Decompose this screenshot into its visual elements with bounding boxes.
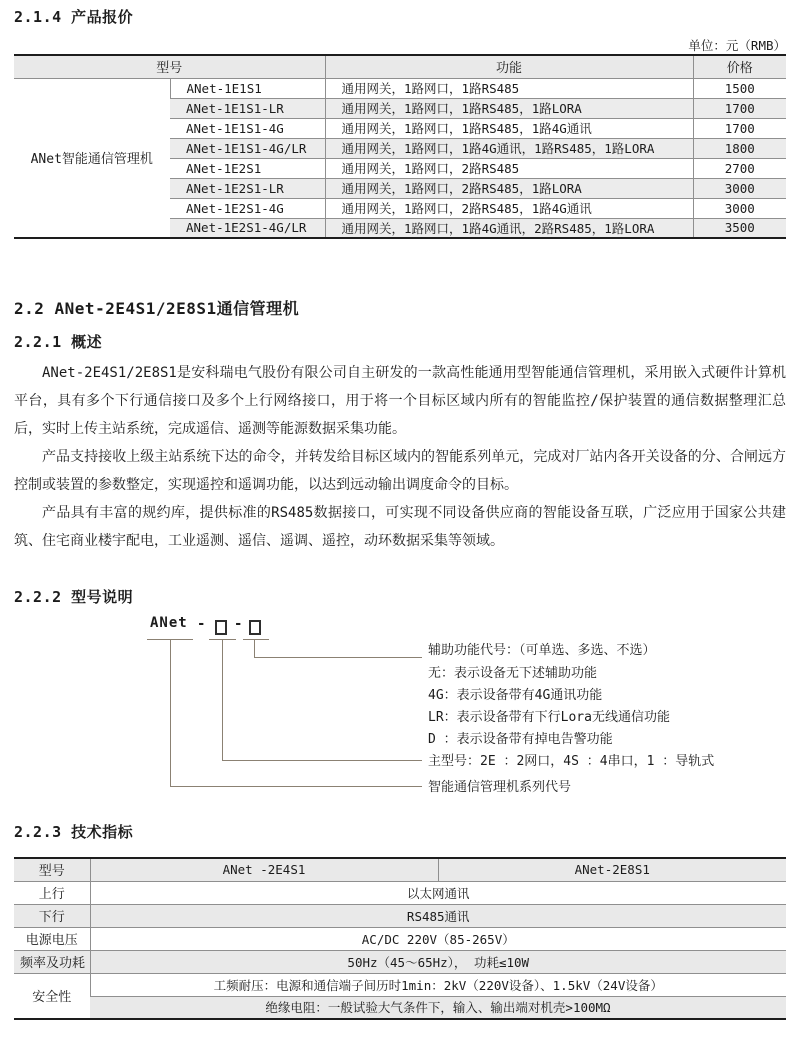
diagram-series-label: 智能通信管理机系列代号 [428, 780, 572, 795]
spec-row-model [14, 858, 786, 881]
spec-table [14, 857, 786, 1020]
spec-value: 绝缘电阻：一般试验大气条件下，输入、输出端对机壳>100MΩ [90, 996, 786, 1019]
diagram-aux-item: 无：表示设备无下述辅助功能 [428, 666, 598, 681]
price-cell: 1700 [693, 98, 786, 118]
model-cell: ANet-1E2S1-LR [170, 178, 325, 198]
spec-model-b: ANet-2E8S1 [438, 858, 786, 881]
model-cell: ANet-1E1S1 [170, 78, 325, 98]
function-cell: 通用网关，1路网口，2路RS485，1路LORA [325, 178, 693, 198]
model-cell: ANet-1E2S1 [170, 158, 325, 178]
price-cell: 1700 [693, 118, 786, 138]
section-heading-221: 2.2.1 概述 [14, 333, 103, 351]
function-cell: 通用网关，1路网口，2路RS485，1路4G通讯 [325, 198, 693, 218]
spec-row-safety [14, 996, 786, 1019]
spec-model-a: ANet -2E4S1 [90, 858, 438, 881]
spec-row [14, 904, 786, 927]
section-heading-222: 2.2.2 型号说明 [14, 588, 134, 606]
diagram-aux-item: 4G：表示设备带有4G通讯功能 [428, 688, 603, 703]
diagram-aux-title: 辅助功能代号：（可单选、多选、不选） [428, 643, 656, 658]
function-cell: 通用网关，1路网口，1路RS485，1路4G通讯 [325, 118, 693, 138]
overview-paragraph: 产品支持接收上级主站系统下达的命令，并转发给目标区域内的智能系列单元，完成对厂站内各开关设备的分、合闸远方控制或装置的参数整定，实现遥控和遥调功能，以达到远动输出调度命令的目标。 [14, 449, 786, 493]
overview-text [14, 359, 786, 555]
diagram-aux-item: LR：表示设备带有下行Lora无线通信功能 [428, 710, 670, 725]
diagram-connector-line [170, 786, 422, 787]
model-cell: ANet-1E2S1-4G [170, 198, 325, 218]
price-table-header-row [14, 55, 786, 78]
spec-label: 频率及功耗 [14, 950, 90, 973]
model-cell: ANet-1E2S1-4G/LR [170, 218, 325, 238]
spec-row [14, 950, 786, 973]
function-cell: 通用网关，1路网口，1路RS485，1路LORA [325, 98, 693, 118]
product-group-label: ANet智能通信管理机 [14, 78, 170, 238]
spec-label: 安全性 [14, 973, 90, 1019]
spec-value: RS485通讯 [90, 904, 786, 927]
diagram-dash: - [197, 616, 206, 632]
section-heading-223: 2.2.3 技术指标 [14, 823, 134, 841]
price-cell: 3000 [693, 178, 786, 198]
diagram-series-prefix: ANet [150, 615, 188, 631]
spec-row [14, 927, 786, 950]
diagram-connector-line [170, 640, 171, 786]
overview-paragraph: 产品具有丰富的规约库，提供标准的RS485数据接口，可实现不同设备供应商的智能设备互联，广泛应用于国家公共建筑、住宅商业楼宇配电，工业遥测、遥信、遥调、遥控，动环数据采集等领域。 [14, 505, 786, 549]
diagram-placeholder-box [215, 620, 227, 635]
column-header-price: 价格 [693, 55, 786, 78]
price-cell: 1800 [693, 138, 786, 158]
model-cell: ANet-1E1S1-4G/LR [170, 138, 325, 158]
table-row [14, 78, 786, 98]
diagram-connector-line [254, 657, 422, 658]
spec-label: 电源电压 [14, 927, 90, 950]
function-cell: 通用网关，1路网口，1路4G通讯，1路RS485，1路LORA [325, 138, 693, 158]
spec-row [14, 881, 786, 904]
model-cell: ANet-1E1S1-LR [170, 98, 325, 118]
function-cell: 通用网关，1路网口，1路RS485 [325, 78, 693, 98]
diagram-underline [243, 639, 269, 640]
section-heading-214: 2.1.4 产品报价 [14, 8, 134, 26]
price-cell: 3500 [693, 218, 786, 238]
diagram-connector-line [254, 640, 255, 657]
spec-label: 上行 [14, 881, 90, 904]
spec-value: 50Hz（45～65Hz）， 功耗≤10W [90, 950, 786, 973]
column-header-model: 型号 [14, 55, 325, 78]
spec-value: AC/DC 220V（85-265V） [90, 927, 786, 950]
spec-value: 工频耐压：电源和通信端子间历时1min：2kV（220V设备）、1.5kV（24V设备） [90, 973, 786, 996]
spec-value: 以太网通讯 [90, 881, 786, 904]
price-cell: 2700 [693, 158, 786, 178]
diagram-placeholder-box [249, 620, 261, 635]
price-cell: 3000 [693, 198, 786, 218]
diagram-connector-line [222, 760, 422, 761]
spec-label: 下行 [14, 904, 90, 927]
diagram-aux-item: D ：表示设备带有掉电告警功能 [428, 732, 613, 747]
unit-note: 单位：元（RMB） [688, 38, 786, 53]
diagram-connector-line [222, 640, 223, 760]
spec-row-safety [14, 973, 786, 996]
overview-paragraph: ANet-2E4S1/2E8S1是安科瑞电气股份有限公司自主研发的一款高性能通用型智能通信管理机，采用嵌入式硬件计算机平台，具有多个下行通信接口及多个上行网络接口，用于将一个目标区域内所有的智能监控/保护装置的通信数据整理汇总后，实时上传主站系统，完成遥信、遥测等能源数据采集功能。 [14, 365, 786, 437]
price-cell: 1500 [693, 78, 786, 98]
spec-label: 型号 [14, 858, 90, 881]
section-heading-22: 2.2 ANet-2E4S1/2E8S1通信管理机 [14, 299, 300, 318]
model-cell: ANet-1E1S1-4G [170, 118, 325, 138]
function-cell: 通用网关，1路网口，1路4G通讯，2路RS485，1路LORA [325, 218, 693, 238]
diagram-dash: - [234, 616, 243, 632]
column-header-function: 功能 [325, 55, 693, 78]
price-table [14, 54, 786, 239]
diagram-main-model-label: 主型号：2E ：2网口，4S ：4串口，1 ：导轨式 [428, 754, 715, 769]
function-cell: 通用网关，1路网口，2路RS485 [325, 158, 693, 178]
